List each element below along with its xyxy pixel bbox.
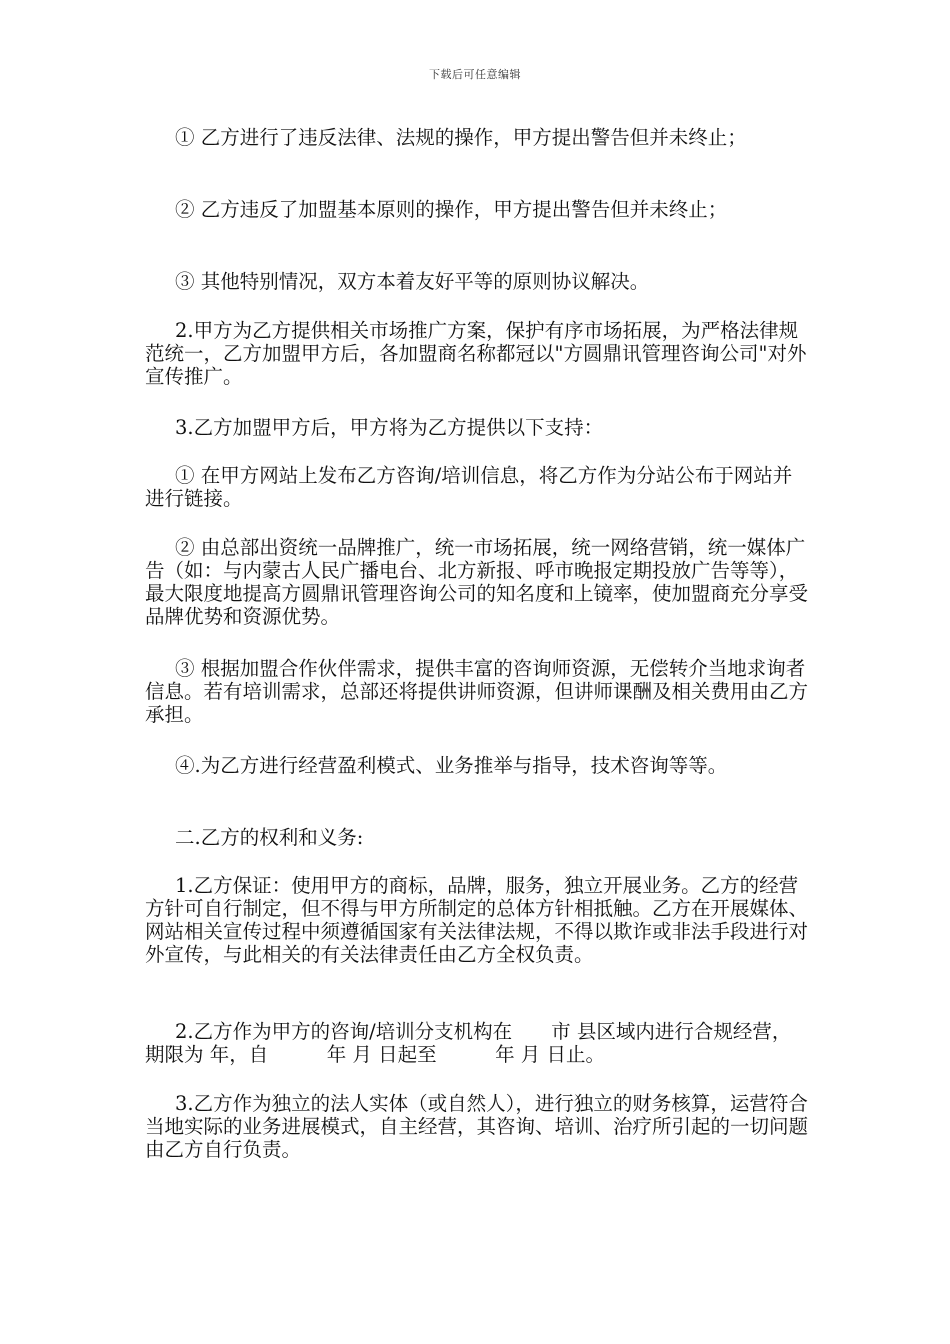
clause-paragraph: ① 在甲方网站上发布乙方咨询/培训信息，将乙方作为分站公布于网站并进行链接。 <box>145 464 793 510</box>
clause-paragraph: ② 由总部出资统一品牌推广，统一市场拓展，统一网络营销，统一媒体广告（如：与内蒙古人民广播电台、北方新报、呼市晚报定期投放广告等等），最大限度地提高方圆鼎讯管理咨询公司的知名度和上镜率，使加盟商充分享受品牌优势和资源优势。 <box>145 536 809 628</box>
section-heading: 二.乙方的权利和义务: <box>175 826 364 849</box>
clause-paragraph: ② 乙方违反了加盟基本原则的操作，甲方提出警告但并未终止； <box>175 198 728 221</box>
clause-paragraph: 2.乙方作为甲方的咨询/培训分支机构在 市 县区域内进行合规经营，期限为 年，自 年 月 日起至 年 月 日止。 <box>145 1020 792 1066</box>
clause-paragraph: 2.甲方为乙方提供相关市场推广方案，保护有序市场拓展，为严格法律规范统一，乙方加盟甲方后，各加盟商名称都冠以"方圆鼎讯管理咨询公司"对外宣传推广。 <box>145 319 807 388</box>
page-header: 下载后可任意编辑 <box>429 68 521 81</box>
clause-paragraph: 3.乙方作为独立的法人实体（或自然人），进行独立的财务核算，运营符合当地实际的业务进展模式，自主经营，其咨询、培训、治疗所引起的一切问题由乙方自行负责。 <box>145 1092 809 1161</box>
clause-paragraph: 1.乙方保证：使用甲方的商标，品牌，服务，独立开展业务。乙方的经营方针可自行制定，但不得与甲方所制定的总体方针相抵触。乙方在开展媒体、网站相关宣传过程中须遵循国家有关法律法规，不得以欺诈或非法手段进行对外宣传，与此相关的有关法律责任由乙方全权负责。 <box>145 874 809 966</box>
clause-paragraph: ① 乙方进行了违反法律、法规的操作，甲方提出警告但并未终止； <box>175 126 747 149</box>
clause-paragraph: ③ 其他特别情况，双方本着友好平等的原则协议解决。 <box>175 270 650 293</box>
clause-paragraph: ④.为乙方进行经营盈利模式、业务推举与指导，技术咨询等等。 <box>175 754 728 777</box>
clause-paragraph: 3.乙方加盟甲方后，甲方将为乙方提供以下支持： <box>175 416 604 439</box>
clause-paragraph: ③ 根据加盟合作伙伴需求，提供丰富的咨询师资源，无偿转介当地求询者信息。若有培训需求，总部还将提供讲师资源，但讲师课酬及相关费用由乙方承担。 <box>145 657 809 726</box>
